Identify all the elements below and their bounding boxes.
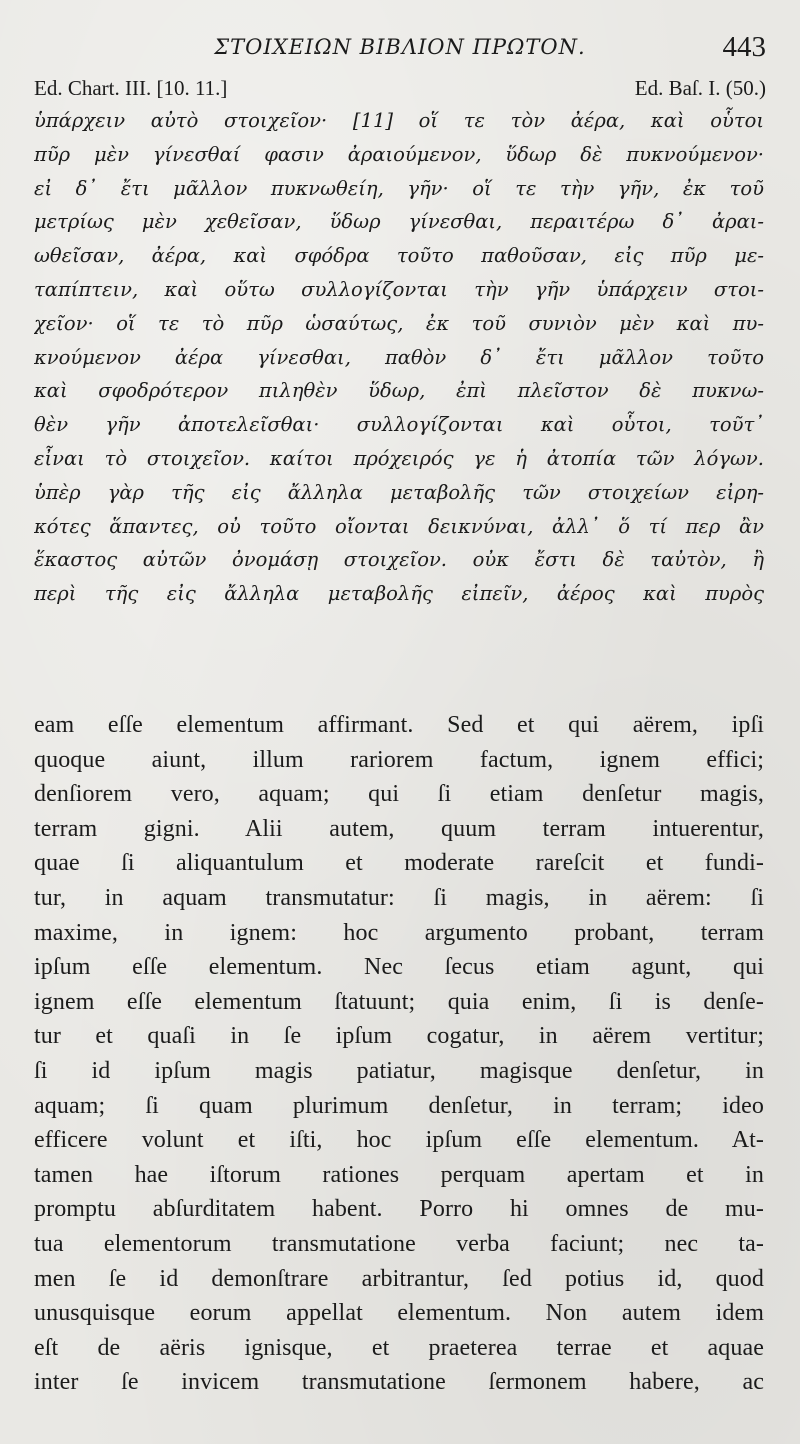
latin-line: ſi id ipſum magis patiatur, magisque denſetur, in — [34, 1057, 764, 1084]
latin-line: men ſe id demonſtrare arbitrantur, ſed potius id, quod — [34, 1265, 764, 1292]
greek-text-block — [34, 104, 764, 611]
greek-line: μετρίως μὲν χεθεῖσαν, ὕδωρ γίνεσθαι, περαιτέρω δ᾽ ἀραι- — [34, 210, 764, 234]
latin-line: eam eſſe elementum affirmant. Sed et qui aërem, ipſi — [34, 712, 764, 738]
latin-line: inter ſe invicem transmutatione ſermonem habere, ac — [34, 1369, 764, 1396]
latin-line: eſt de aëris ignisque, et praeterea terrae et aquae — [34, 1334, 764, 1361]
latin-line: tamen hae iſtorum rationes perquam apertam et in — [34, 1161, 764, 1188]
latin-line: tur, in aquam transmutatur: ſi magis, in aërem: ſi — [34, 884, 764, 911]
greek-line: καὶ σφοδρότερον πιληθὲν ὕδωρ, ἐπὶ πλεῖστον δὲ πυκνω- — [34, 379, 764, 403]
page-number: 443 — [722, 31, 766, 63]
greek-line: κότες ἅπαντες, οὐ τοῦτο οἴονται δεικνύναι, ἀλλ᾽ ὅ τί περ ἂν — [34, 514, 764, 538]
greek-line: εἶναι τὸ στοιχεῖον. καίτοι πρόχειρός γε ἡ ἀτοπία τῶν λόγων. — [34, 446, 764, 470]
edition-reference-chartier: Ed. Chart. III. [10. 11.] — [34, 76, 228, 100]
latin-line: tua elementorum transmutatione verba faciunt; nec ta- — [34, 1230, 764, 1257]
latin-line: maxime, in ignem: hoc argumento probant, terram — [34, 919, 764, 946]
greek-line: χεῖον· οἵ τε τὸ πῦρ ὡσαύτως, ἐκ τοῦ συνιὸν μὲν καὶ πυ- — [34, 311, 764, 335]
latin-line: quoque aiunt, illum rariorem factum, ignem effici; — [34, 746, 764, 773]
latin-line: tur et quaſi in ſe ipſum cogatur, in aërem vertitur; — [34, 1023, 764, 1050]
latin-line: aquam; ſi quam plurimum denſetur, in terram; ideo — [34, 1092, 764, 1119]
latin-line: terram gigni. Alii autem, quum terram intuerentur, — [34, 815, 764, 842]
edition-reference-basel: Ed. Baſ. I. (50.) — [634, 76, 766, 100]
greek-line: πῦρ μὲν γίνεσθαί φασιν ἀραιούμενον, ὕδωρ δὲ πυκνούμενον· — [34, 142, 764, 166]
edition-reference-line — [34, 74, 766, 102]
latin-line: unusquisque eorum appellat elementum. Non autem idem — [34, 1300, 764, 1327]
greek-line: εἰ δ᾽ ἔτι μᾶλλον πυκνωθείη, γῆν· οἵ τε τὴν γῆν, ἐκ τοῦ — [34, 176, 764, 200]
greek-line: κνούμενον ἀέρα γίνεσθαι, παθὸν δ᾽ ἔτι μᾶλλον τοῦτο — [34, 345, 764, 369]
greek-line: ταπίπτειν, καὶ οὕτω συλλογίζονται τὴν γῆν ὑπάρχειν στοι- — [34, 277, 764, 301]
latin-line: promptu abſurditatem habent. Porro hi omnes de mu- — [34, 1196, 764, 1223]
running-title: ΣΤΟΙΧΕΙΩΝ ΒΙΒΛΙΟΝ ΠΡΩΤΟΝ. — [214, 35, 586, 59]
latin-text-block — [34, 708, 764, 1400]
latin-line: quae ſi aliquantulum et moderate rareſcit et fundi- — [34, 850, 764, 877]
greek-line: ὑπάρχειν αὐτὸ στοιχεῖον· [11] οἵ τε τὸν ἀέρα, καὶ οὗτοι — [34, 109, 764, 132]
greek-line: ὑπὲρ γὰρ τῆς εἰς ἄλληλα μεταβολῆς τῶν στοιχείων εἰρη- — [34, 480, 764, 504]
running-head — [34, 30, 766, 64]
greek-line: ἕκαστος αὐτῶν ὀνομάσῃ στοιχεῖον. οὐκ ἔστι δὲ ταὐτὸν, ἢ — [34, 548, 764, 572]
greek-line: θὲν γῆν ἀποτελεῖσθαι· συλλογίζονται καὶ οὗτοι, τοῦτ᾽ — [34, 413, 764, 437]
latin-line: ignem eſſe elementum ſtatuunt; quia enim, ſi is denſe- — [34, 988, 764, 1015]
latin-line: ipſum eſſe elementum. Nec ſecus etiam agunt, qui — [34, 954, 764, 981]
greek-line: περὶ τῆς εἰς ἄλληλα μεταβολῆς εἰπεῖν, ἀέρος καὶ πυρὸς — [34, 582, 764, 606]
latin-line: denſiorem vero, aquam; qui ſi etiam denſetur magis, — [34, 781, 764, 808]
greek-line: ωθεῖσαν, ἀέρα, καὶ σφόδρα τοῦτο παθοῦσαν, εἰς πῦρ με- — [34, 244, 764, 268]
latin-line: efficere volunt et iſti, hoc ipſum eſſe elementum. At- — [34, 1127, 764, 1154]
